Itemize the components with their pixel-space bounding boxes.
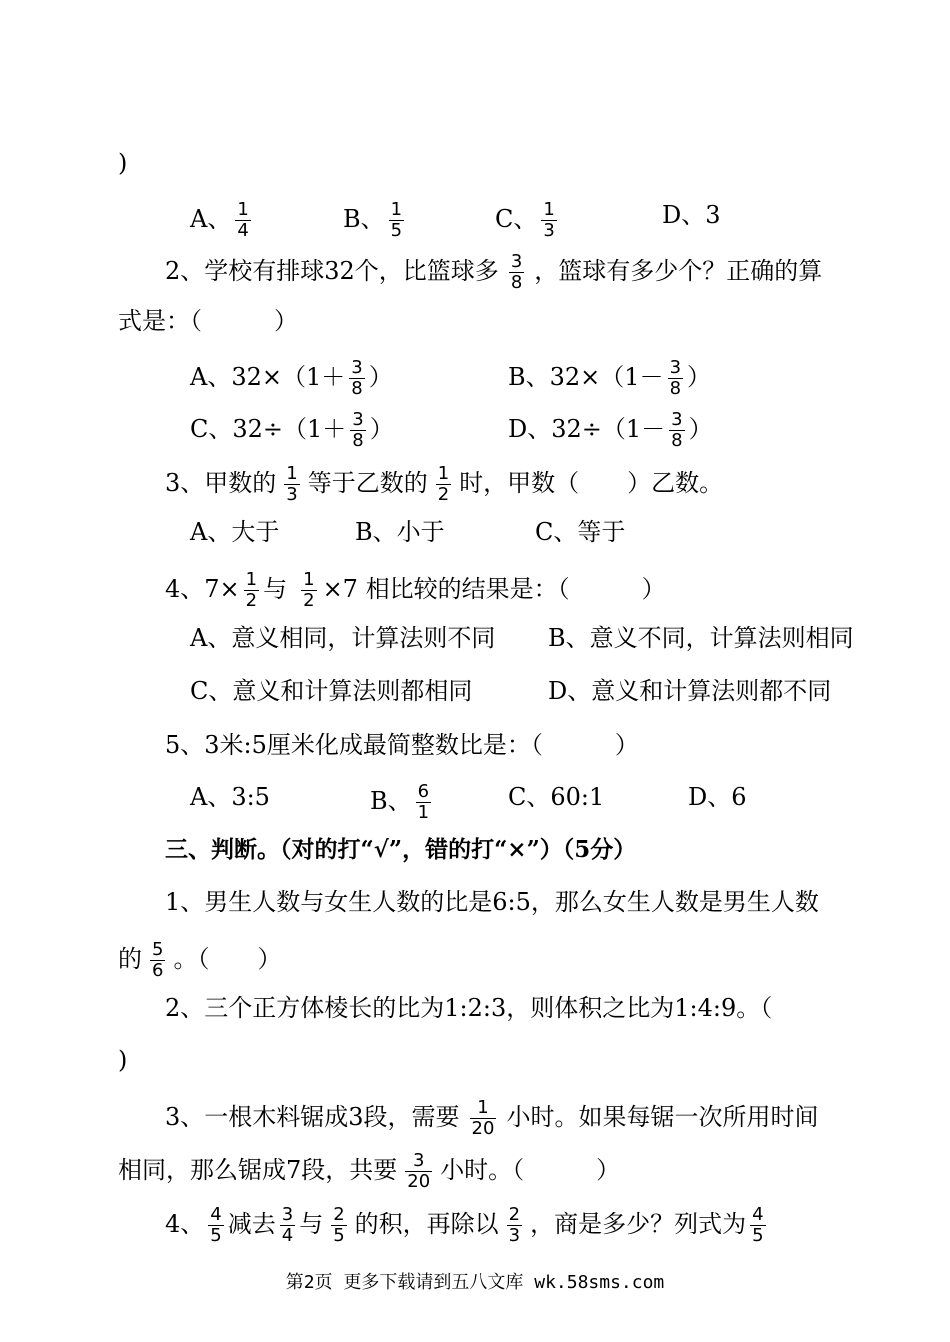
q2-option-a: A、32×（1＋ $\frac{3}{8}$ ） xyxy=(190,357,393,399)
q2-option-b: B、32×（1－ $\frac{3}{8}$ ） xyxy=(508,357,712,399)
question-2: 2、学校有排球32个，比篮球多 $\frac{3}{8}$ ，篮球有多少个？正确的算 xyxy=(165,251,823,293)
q4-option-c: C、意义和计算法则都相同 xyxy=(190,677,473,705)
judge-1: 1、男生人数与女生人数的比是6:5，那么女生人数是男生人数 xyxy=(165,888,819,916)
q5-option-d: D、6 xyxy=(688,783,747,811)
prev-option-a: A、 $\frac{1}{4}$ xyxy=(190,199,249,241)
q2-option-c: C、32÷（1＋ $\frac{3}{8}$ ） xyxy=(190,409,394,451)
page-footer: 第2页 更多下载请到五八文库 wk.58sms.com xyxy=(285,1272,665,1293)
q5-option-b: B、 $\frac{6}{1}$ xyxy=(370,781,430,823)
q5-option-c: C、60:1 xyxy=(508,783,605,811)
q4-option-b: B、意义不同，计算法则相同 xyxy=(548,624,854,652)
question-5: 5、3米:5厘米化成最简整数比是：（ ） xyxy=(165,731,639,759)
question-4: 4、7× $\frac{1}{2}$ 与 $\frac{1}{2}$ ×7 相比较的结果是：（ ） xyxy=(165,569,666,611)
q2-option-d: D、32÷（1－ $\frac{3}{8}$ ） xyxy=(508,409,713,451)
q4-option-d: D、意义和计算法则都不同 xyxy=(548,677,832,705)
judge-2: 2、三个正方体棱长的比为1:2:3，则体积之比为1:4:9。（ xyxy=(165,994,773,1022)
judge-1-cont: 的 $\frac{5}{6}$ 。（ ） xyxy=(118,939,282,981)
judge-4: 4、 $\frac{4}{5}$ 减去 $\frac{3}{4}$ 与 $\frac{2}{5}$ 的积，再除以 $\frac{2}{3}$ ，商是多少？列式为 $\frac{4}{5}$ xyxy=(165,1204,764,1246)
prev-option-b: B、 $\frac{1}{5}$ xyxy=(343,199,403,241)
q3-option-b: B、小于 xyxy=(355,518,445,546)
paren-close: ) xyxy=(118,149,128,177)
q3-option-a: A、大于 xyxy=(190,518,280,546)
q4-option-a: A、意义相同，计算法则不同 xyxy=(190,624,496,652)
question-3: 3、甲数的 $\frac{1}{3}$ 等于乙数的 $\frac{1}{2}$ 时，甲数（ ）乙数。 xyxy=(165,463,724,505)
judge-3: 3、一根木料锯成3段，需要 $\frac{1}{20}$ 小时。如果每锯一次所用时间 xyxy=(165,1097,819,1139)
section-3-title: 三、判断。（对的打“√”，错的打“×”）（5分） xyxy=(165,836,637,863)
question-2-cont: 式是：（ ） xyxy=(118,307,298,335)
judge-3-cont: 相同，那么锯成7段，共要 $\frac{3}{20}$ 小时。（ ） xyxy=(118,1150,621,1192)
q3-option-c: C、等于 xyxy=(535,518,626,546)
judge-2-cont: ) xyxy=(118,1046,128,1074)
prev-option-d: D、3 xyxy=(662,201,721,229)
prev-option-c: C、 $\frac{1}{3}$ xyxy=(495,199,555,241)
q5-option-a: A、3:5 xyxy=(190,783,270,811)
